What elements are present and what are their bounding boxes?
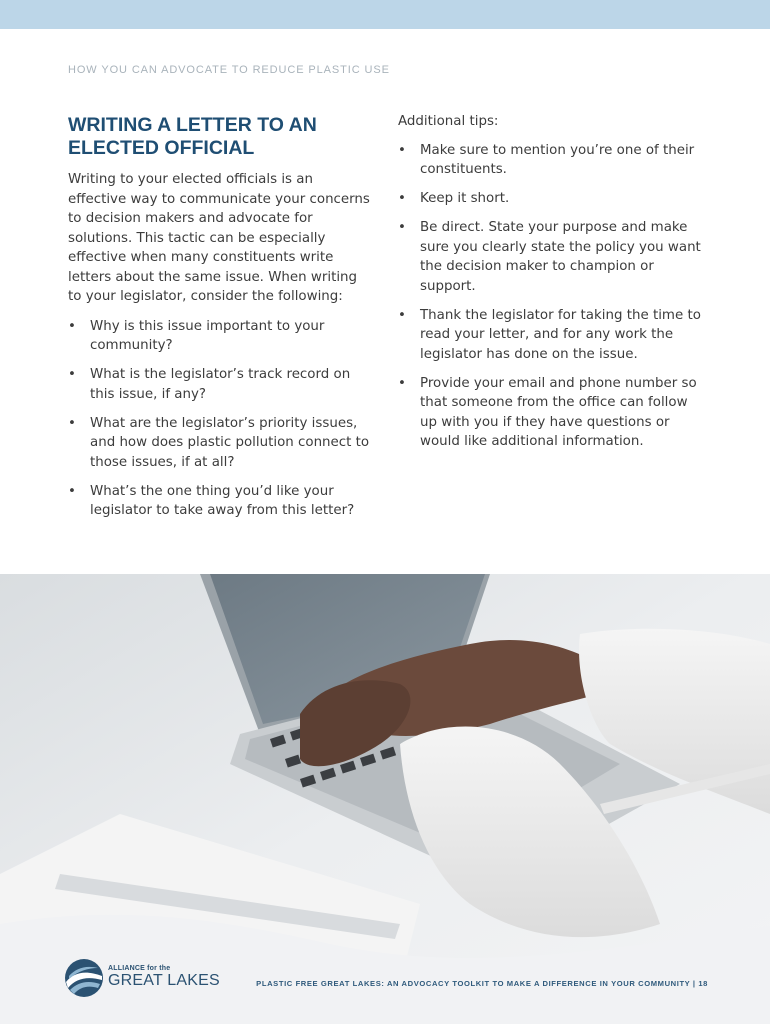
bullet-icon: • (68, 415, 76, 431)
top-color-band (0, 0, 770, 29)
bullet-icon: • (398, 142, 406, 158)
bullet-icon: • (68, 318, 76, 334)
list-item-text: Provide your email and phone number so that someone from the office can follow up with you if they have questions or would like additional information. (420, 375, 697, 449)
considerations-list (68, 317, 373, 521)
tips-heading: Additional tips: (398, 114, 499, 129)
list-item (68, 482, 373, 521)
bullet-icon: • (398, 307, 406, 323)
section-title (68, 114, 373, 160)
list-item-text: What is the legislator’s track record on this issue, if any? (90, 367, 351, 402)
list-item-text: Make sure to mention you’re one of their constituents. (420, 142, 695, 177)
list-item (68, 365, 373, 404)
bullet-icon: • (398, 220, 406, 235)
list-item (398, 141, 708, 180)
logo-wave-icon (64, 958, 104, 998)
list-item-text: Keep it short. (420, 191, 510, 206)
alliance-great-lakes-logo (64, 956, 234, 1000)
list-item-text: Why is this issue important to your community? (90, 318, 325, 353)
list-item (398, 306, 708, 365)
bullet-icon: • (68, 367, 76, 382)
title-line-2: ELECTED OFFICIAL (68, 137, 255, 159)
logo-wordmark: GREAT LAKES (108, 972, 220, 989)
list-item-text: Be direct. State your purpose and make sure you clearly state the policy you want the decision maker to champion or support. (420, 220, 701, 294)
title-line-1: WRITING A LETTER TO AN (68, 114, 317, 136)
intro-paragraph: Writing to your elected officials is an effective way to communicate your concerns to decision makers and advocate for solutions. This tactic can be especially effective when many constituents write letters about the same issue. When writing to your legislator, consider the following: (68, 172, 370, 304)
tips-list (398, 141, 708, 452)
right-column (398, 112, 708, 461)
list-item-text: What are the legislator’s priority issues, and how does plastic pollution connect to those issues, if at all? (90, 415, 370, 470)
bullet-icon: • (398, 375, 406, 391)
list-item (398, 189, 708, 209)
list-item (68, 414, 373, 473)
left-column (68, 114, 373, 530)
footer-running-text: PLASTIC FREE GREAT LAKES: AN ADVOCACY TOOLKIT TO MAKE A DIFFERENCE IN YOUR COMMUNITY | 18 (256, 979, 708, 988)
list-item (398, 374, 708, 452)
bullet-icon: • (68, 483, 76, 499)
list-item-text: Thank the legislator for taking the time to read your letter, and for any work the legislator has done on the issue. (420, 307, 701, 362)
bullet-icon: • (398, 191, 406, 206)
list-item (398, 218, 708, 296)
logo-tagline: ALLIANCE for the (108, 965, 171, 972)
list-item (68, 317, 373, 356)
section-kicker: HOW YOU CAN ADVOCATE TO REDUCE PLASTIC USE (68, 64, 390, 76)
list-item-text: What’s the one thing you’d like your legislator to take away from this letter? (90, 483, 355, 518)
